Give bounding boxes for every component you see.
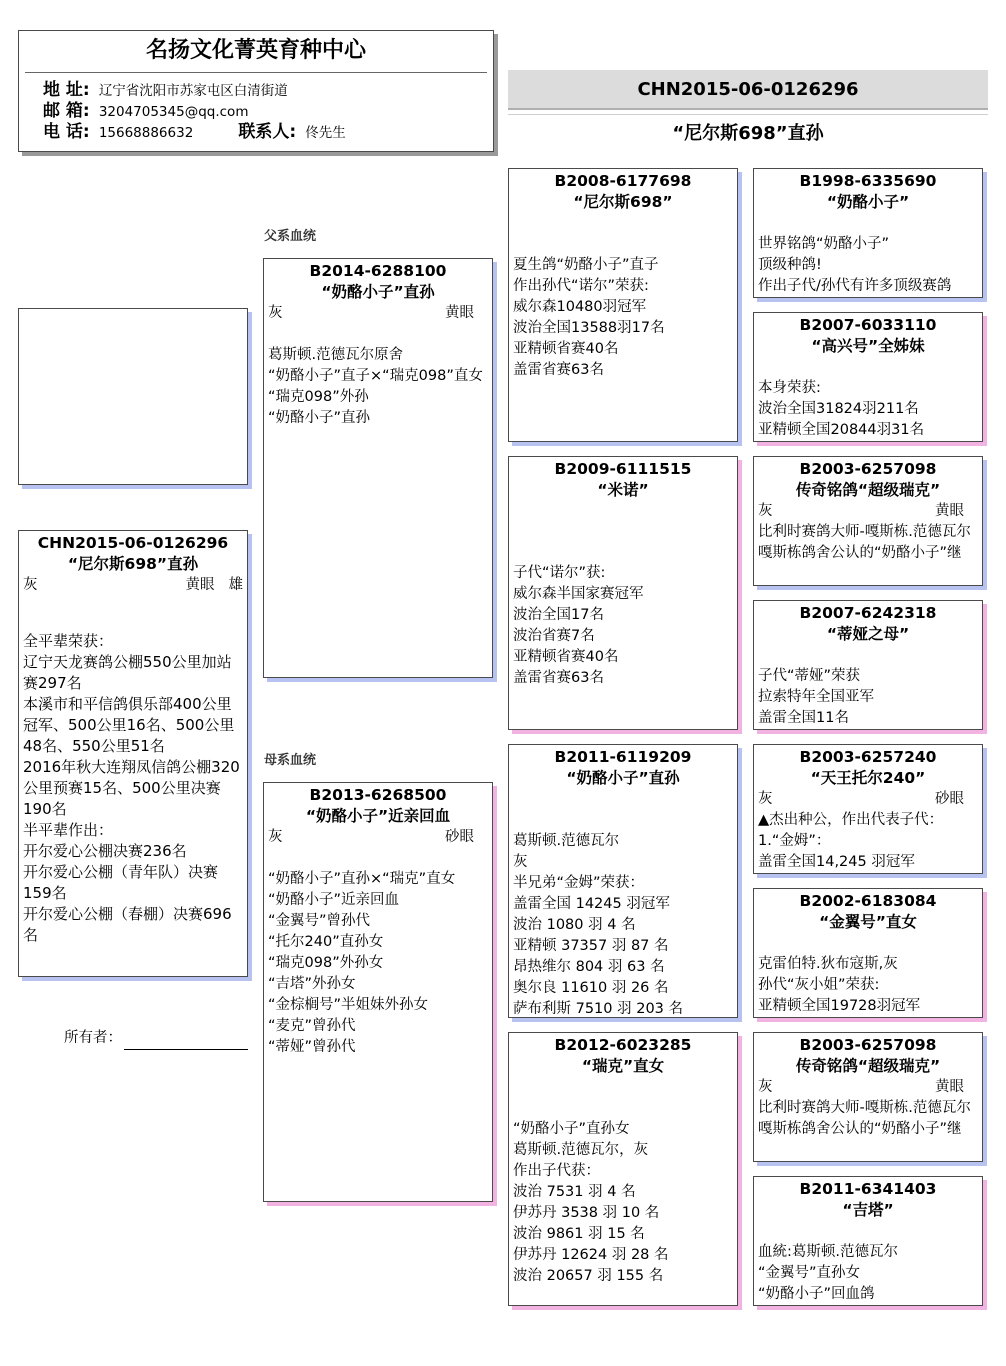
- dam-line: “奶酪小子”近亲回血: [268, 892, 400, 908]
- dam-line: “麦克”曾孙代: [268, 1018, 356, 1034]
- g4-line: 拉索特年全国亚军: [758, 689, 874, 705]
- gg-card-4: [753, 600, 983, 730]
- sire-name: “奶酪小子”直孙: [321, 283, 435, 301]
- dd-ring: B2012-6023285: [554, 1036, 692, 1054]
- ds-line: 盖雷全国 14245 羽冠军: [513, 896, 670, 912]
- g3-ring: B2003-6257098: [799, 460, 937, 478]
- phone-label: 电 话:: [43, 122, 90, 142]
- subject-sex: 雄: [228, 577, 243, 593]
- g2-ring: B2007-6033110: [799, 316, 937, 334]
- dd-line: 葛斯顿.范德瓦尔，灰: [513, 1142, 649, 1158]
- gg-card-1: [753, 168, 983, 298]
- gg-card-6: [753, 888, 983, 1018]
- g3-attrs: [754, 501, 982, 522]
- dam-eye: 砂眼: [445, 829, 474, 845]
- dd-line: 伊苏丹 3538 羽 10 名: [513, 1205, 660, 1221]
- photo-placeholder: [18, 308, 248, 485]
- dam-attrs: [264, 827, 492, 848]
- sire-eye: 黄眼: [445, 305, 474, 321]
- ds-line: 波治 1080 羽 4 名: [513, 917, 636, 933]
- dam-line-label: 母系血统: [264, 753, 317, 768]
- dam-line: “金棕榈号”半姐妹外孙女: [268, 997, 429, 1013]
- subject-attrs: [19, 575, 247, 596]
- subject-ring: CHN2015-06-0126296: [37, 534, 229, 552]
- gg-card-8: [753, 1176, 983, 1306]
- sire-line-label: 父系血统: [264, 229, 317, 244]
- g4-ring: B2007-6242318: [799, 604, 937, 622]
- sd-line: 波治全国17名: [513, 607, 604, 623]
- g1-name: “奶酪小子”: [826, 193, 910, 211]
- dam-line: “吉塔”外孙女: [268, 976, 356, 992]
- ss-line: 盖雷省赛63名: [513, 362, 604, 378]
- g8-line: 血統:葛斯顿.范德瓦尔: [758, 1244, 898, 1260]
- sd-line: 波治省赛7名: [513, 628, 595, 644]
- sire-line: “奶酪小子”直孙: [268, 410, 371, 426]
- subject-line: 本溪市和平信鸽俱乐部400公里冠军、500公里16名、500公里48名、550公里51名: [23, 695, 235, 755]
- gg-card-7: [753, 1032, 983, 1162]
- phone-value: 15668886632: [98, 125, 194, 141]
- sire-line: “奶酪小子”直子×“瑞克098”直女: [268, 368, 483, 384]
- g5-attrs: [754, 789, 982, 810]
- sire-ring: B2014-6288100: [309, 262, 447, 280]
- ds-line: 奥尔良 11610 羽 26 名: [513, 980, 669, 996]
- g2-name: “高兴号”全姊妹: [811, 337, 925, 355]
- g6-name: “金翼号”直女: [819, 913, 917, 931]
- owner-label: 所有者：: [64, 1030, 122, 1046]
- dam-ring: B2013-6268500: [309, 786, 447, 804]
- dd-line: 波治 20657 羽 155 名: [513, 1268, 664, 1284]
- ss-line: 亚精顿省赛40名: [513, 341, 619, 357]
- sire-color: 灰: [268, 305, 283, 321]
- ds-line: 灰: [513, 854, 528, 870]
- subject-line: 半平辈作出：: [23, 821, 114, 839]
- dd-name: “瑞克”直女: [581, 1057, 665, 1075]
- ds-ring: B2011-6119209: [554, 748, 692, 766]
- g6-line: 孙代“灰小姐”荣获:: [758, 977, 880, 993]
- g7-line: 嘎斯栋鸽舍公认的“奶酪小子”继: [758, 1121, 962, 1137]
- dd-line: 作出子代获：: [513, 1163, 600, 1179]
- sd-line: 亚精顿省赛40名: [513, 649, 619, 665]
- g6-ring: B2002-6183084: [799, 892, 937, 910]
- email-label: 邮 箱:: [43, 101, 90, 121]
- org-name: 名扬文化菁英育种中心: [145, 38, 366, 63]
- g5-line: ▲杰出种公，作出代表子代：: [758, 812, 944, 828]
- dd-line: 伊苏丹 12624 羽 28 名: [513, 1247, 669, 1263]
- subject-line: 开尔爱心公棚（春棚）决赛696名: [23, 905, 232, 944]
- g8-ring: B2011-6341403: [799, 1180, 937, 1198]
- g6-line: 亚精顿全国19728羽冠军: [758, 998, 921, 1014]
- dam-line: “托尔240”直孙女: [268, 934, 384, 950]
- sd-line: 盖雷省赛63名: [513, 670, 604, 686]
- g3-color: 灰: [758, 503, 773, 519]
- title-ring: CHN2015-06-0126296: [637, 79, 859, 100]
- g1-line: 作出子代/孙代有许多顶级赛鸽: [758, 278, 952, 294]
- dd-line: 波治 7531 羽 4 名: [513, 1184, 636, 1200]
- contact-label: 联系人:: [238, 122, 297, 142]
- ss-line: 夏生鸽“奶酪小子”直子: [513, 257, 659, 273]
- dam-line: “奶酪小子”直孙×“瑞克”直女: [268, 871, 456, 887]
- subject-line: 2016年秋大连翔凤信鸽公棚320公里预赛15名、500公里决赛190名: [23, 758, 240, 818]
- ss-line: 波治全国13588羽17名: [513, 320, 665, 336]
- gg-card-5: [753, 744, 983, 874]
- ds-line: 葛斯顿.范德瓦尔: [513, 833, 620, 849]
- sire-line: 葛斯顿.范德瓦尔原舍: [268, 347, 404, 363]
- dam-sire-card: [508, 744, 738, 1018]
- dam-card: [263, 782, 493, 1202]
- g2-line: 本身荣获:: [758, 380, 821, 396]
- address-value: 辽宁省沈阳市苏家屯区白清街道: [98, 83, 288, 99]
- address-row: [19, 79, 493, 100]
- dam-color: 灰: [268, 829, 283, 845]
- sire-sire-card: [508, 168, 738, 442]
- g5-line: 盖雷全国14,245 羽冠军: [758, 854, 915, 870]
- title-ring-bar: [508, 70, 988, 110]
- g3-name: 传奇铭鸽“超级瑞克”: [795, 481, 941, 499]
- ds-line: 半兄弟“金姆”荣获：: [513, 875, 645, 891]
- g4-name: “蒂娅之母”: [826, 625, 910, 643]
- email-row: [19, 100, 493, 121]
- dam-line: “金翼号”曾孙代: [268, 913, 371, 929]
- header-divider: [25, 72, 487, 73]
- g7-line: 比利时赛鸽大师-嘎斯栋.范德瓦尔: [758, 1100, 971, 1116]
- address-label: 地 址:: [43, 80, 90, 100]
- g2-line: 亚精顿全国20844羽31名: [758, 422, 925, 438]
- subject-line: 开尔爱心公棚决赛236名: [23, 842, 187, 860]
- g8-name: “吉塔”: [842, 1201, 894, 1219]
- owner-field[interactable]: [124, 1028, 248, 1050]
- dam-dam-card: [508, 1032, 738, 1306]
- sd-name: “米诺”: [597, 481, 649, 499]
- dd-line: 波治 9861 羽 15 名: [513, 1226, 645, 1242]
- subject-line: 开尔爱心公棚（青年队）决赛159名: [23, 863, 219, 902]
- sire-card: [263, 258, 493, 678]
- g7-color: 灰: [758, 1079, 773, 1095]
- title-name: “尼尔斯698”直孙: [672, 123, 824, 144]
- g1-line: 顶级种鸽!: [758, 257, 822, 273]
- g8-line: “奶酪小子”回血鸽: [758, 1286, 875, 1302]
- ss-line: 威尔森10480羽冠军: [513, 299, 647, 315]
- g3-line: 嘎斯栋鸽舍公认的“奶酪小子”继: [758, 545, 962, 561]
- subject-color: 灰: [23, 577, 38, 593]
- subject-line: 辽宁天龙赛鸽公棚550公里加站赛297名: [23, 653, 232, 692]
- ds-line: 萨布利斯 7510 羽 203 名: [513, 1001, 684, 1017]
- g2-line: 波治全国31824羽211名: [758, 401, 919, 417]
- g5-name: “天王托尔240”: [810, 769, 926, 787]
- g7-attrs: [754, 1077, 982, 1098]
- phone-row: [19, 121, 493, 142]
- g5-eye: 砂眼: [935, 791, 964, 807]
- header-card: [18, 30, 494, 152]
- sd-ring: B2009-6111515: [554, 460, 692, 478]
- g5-color: 灰: [758, 791, 773, 807]
- gg-card-3: [753, 456, 983, 586]
- ss-name: “尼尔斯698”: [573, 193, 673, 211]
- sd-line: 威尔森半国家赛冠军: [513, 586, 644, 602]
- g5-line: 1.“金姆”：: [758, 833, 831, 849]
- ds-line: 昂热维尔 804 羽 63 名: [513, 959, 665, 975]
- gg-card-2: [753, 312, 983, 442]
- sd-line: 子代“诺尔”获:: [513, 565, 606, 581]
- g8-line: “金翼号”直孙女: [758, 1265, 861, 1281]
- contact-value: 佟先生: [305, 125, 346, 141]
- g7-eye: 黄眼: [935, 1079, 964, 1095]
- g3-eye: 黄眼: [935, 503, 964, 519]
- g1-line: 世界铭鸽“奶酪小子”: [758, 236, 890, 252]
- g1-ring: B1998-6335690: [799, 172, 937, 190]
- subject-eye: 黄眼: [185, 577, 215, 593]
- g5-ring: B2003-6257240: [799, 748, 937, 766]
- dam-line: “蒂娅”曾孙代: [268, 1039, 356, 1055]
- g7-ring: B2003-6257098: [799, 1036, 937, 1054]
- g3-line: 比利时赛鸽大师-嘎斯栋.范德瓦尔: [758, 524, 971, 540]
- ss-line: 作出孙代“诺尔”荣获:: [513, 278, 649, 294]
- ds-line: 亚精顿 37357 羽 87 名: [513, 938, 669, 954]
- subject-card: [18, 530, 248, 977]
- subject-honors: [19, 631, 247, 946]
- dd-line: “奶酪小子”直孙女: [513, 1121, 630, 1137]
- sire-dam-card: [508, 456, 738, 730]
- title-underline: [508, 114, 988, 115]
- dam-name: “奶酪小子”近亲回血: [305, 807, 451, 825]
- ss-ring: B2008-6177698: [554, 172, 692, 190]
- g7-name: 传奇铭鸽“超级瑞克”: [795, 1057, 941, 1075]
- sire-attrs: [264, 303, 492, 324]
- g4-line: 盖雷全国11名: [758, 710, 849, 726]
- ds-name: “奶酪小子”直孙: [566, 769, 680, 787]
- g6-line: 克雷伯特.狄布寇斯,灰: [758, 956, 898, 972]
- subject-name: “尼尔斯698”直孙: [67, 555, 199, 573]
- dam-line: “瑞克098”外孙女: [268, 955, 384, 971]
- owner-row: [64, 1028, 248, 1050]
- subject-line: 全平辈荣获：: [23, 632, 114, 650]
- g4-line: 子代“蒂娅”荣获: [758, 668, 861, 684]
- sire-line: “瑞克098”外孙: [268, 389, 369, 405]
- email-value[interactable]: 3204705345@qq.com: [98, 104, 249, 120]
